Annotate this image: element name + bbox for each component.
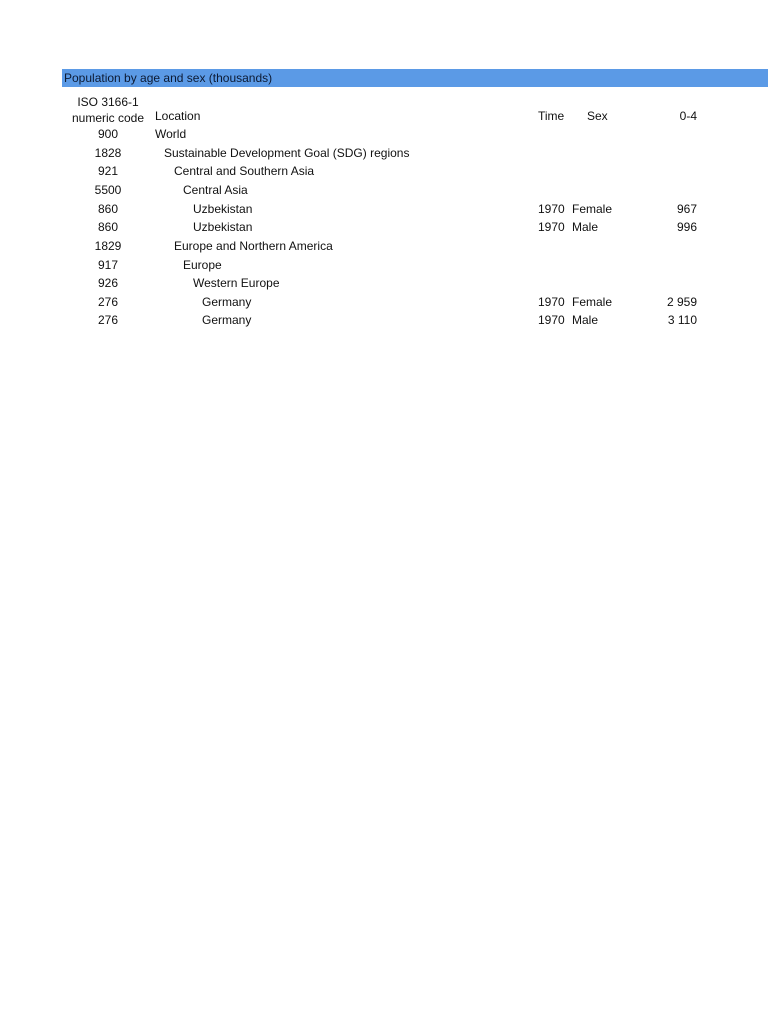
row-value-0-4: 2 959	[666, 295, 697, 309]
row-iso-code: 860	[97, 220, 119, 234]
row-iso-code: 276	[97, 295, 119, 309]
table-row	[0, 274, 768, 292]
row-iso-code: 921	[97, 164, 119, 178]
row-value-0-4: 3 110	[667, 313, 697, 327]
row-iso-code: 926	[97, 276, 119, 290]
row-iso-code: 276	[97, 313, 119, 327]
row-location: Germany	[202, 295, 252, 309]
table-row	[0, 311, 768, 329]
row-location: Central Asia	[183, 183, 248, 197]
row-sex: Male	[572, 313, 599, 327]
row-iso-code: 1829	[94, 239, 122, 253]
table-row	[0, 125, 768, 143]
row-time: 1970	[538, 202, 565, 216]
row-location: Uzbekistan	[193, 220, 253, 234]
table-row	[0, 181, 768, 199]
row-iso-code: 900	[97, 127, 119, 141]
row-time: 1970	[538, 295, 565, 309]
row-iso-code: 860	[97, 202, 119, 216]
header-sex: Sex	[587, 109, 608, 123]
header-age-group: 0-4	[679, 109, 697, 123]
row-sex: Female	[572, 295, 613, 309]
row-value-0-4: 967	[676, 202, 697, 216]
row-location: World	[155, 127, 187, 141]
row-time: 1970	[538, 313, 565, 327]
header-iso-code-line2: numeric code	[71, 111, 145, 125]
row-location: Europe	[183, 258, 222, 272]
row-iso-code: 1828	[94, 146, 122, 160]
table-row	[0, 237, 768, 255]
row-location: Western Europe	[193, 276, 280, 290]
row-sex: Male	[572, 220, 599, 234]
row-location: Uzbekistan	[193, 202, 253, 216]
row-location: Europe and Northern America	[174, 239, 333, 253]
header-iso-code	[62, 94, 154, 126]
row-time: 1970	[538, 220, 565, 234]
header-time: Time	[538, 109, 565, 123]
row-iso-code: 5500	[94, 183, 122, 197]
table-row	[0, 144, 768, 162]
row-location: Central and Southern Asia	[174, 164, 315, 178]
table-row	[0, 256, 768, 274]
row-iso-code: 917	[97, 258, 119, 272]
row-location: Germany	[202, 313, 252, 327]
table-row	[0, 200, 768, 218]
table-row	[0, 293, 768, 311]
row-sex: Female	[572, 202, 613, 216]
sheet-title-bar	[62, 69, 768, 87]
row-location: Sustainable Development Goal (SDG) regions	[164, 146, 410, 160]
header-iso-code-line1: ISO 3166-1	[77, 95, 139, 109]
table-row	[0, 218, 768, 236]
sheet-title: Population by age and sex (thousands)	[64, 71, 273, 85]
table-row	[0, 162, 768, 180]
header-location: Location	[155, 109, 201, 123]
row-value-0-4: 996	[676, 220, 697, 234]
